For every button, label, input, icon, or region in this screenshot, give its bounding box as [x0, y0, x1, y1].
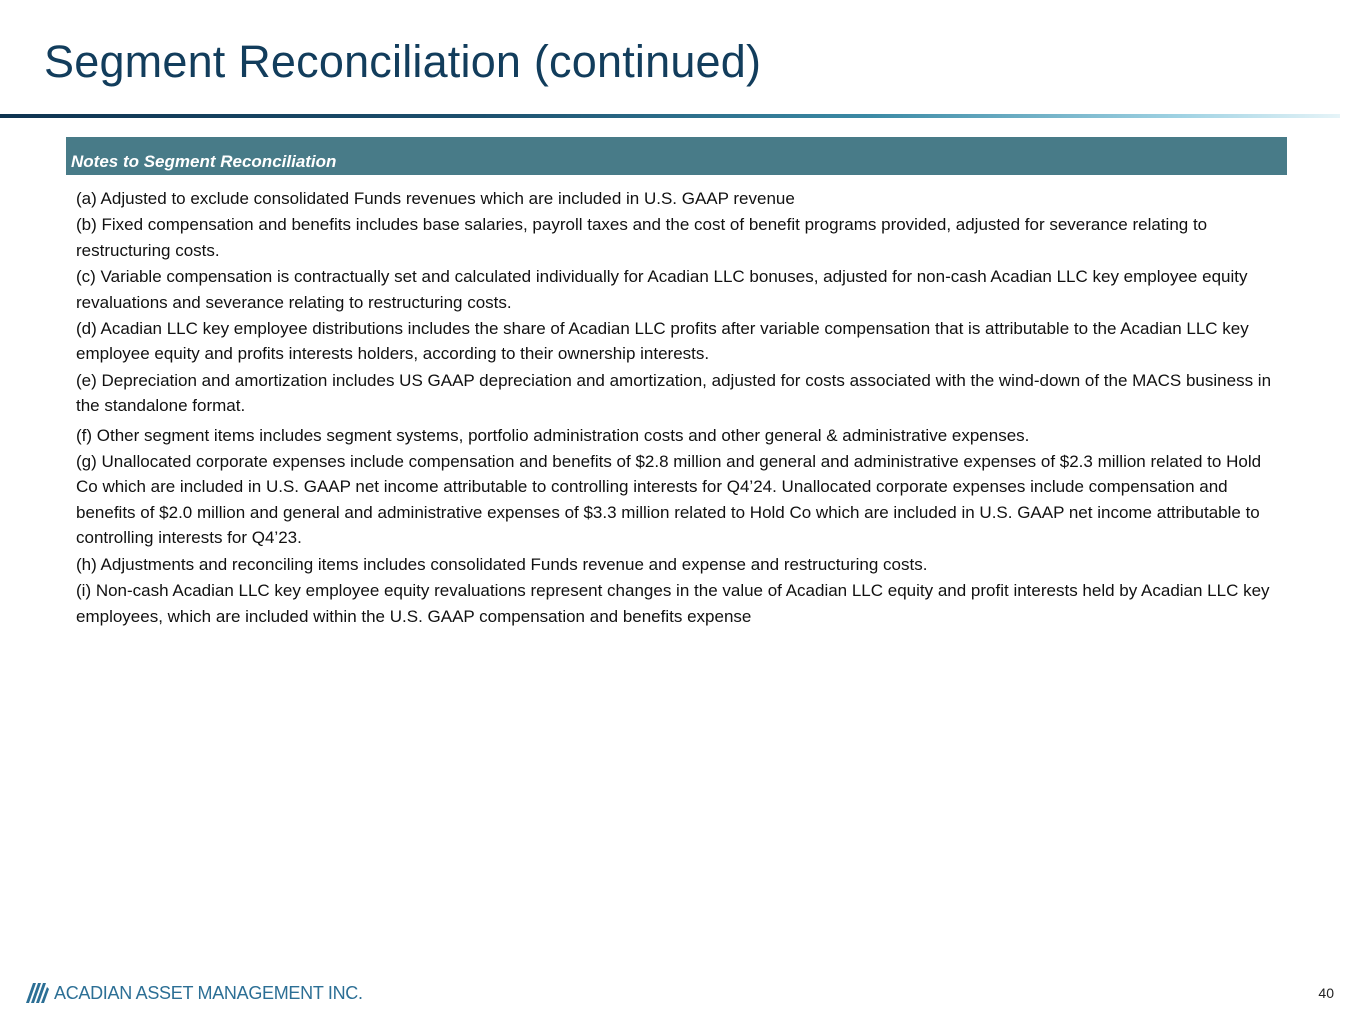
company-logo	[26, 982, 363, 1004]
note-a: (a) Adjusted to exclude consolidated Funds revenues which are included in U.S. GAAP revenue	[76, 189, 795, 208]
note-e: (e) Depreciation and amortization includes US GAAP depreciation and amortization, adjusted for costs associated with the wind-down of the MACS business in the standalone format.	[76, 370, 1272, 416]
note-d: (d) Acadian LLC key employee distributions includes the share of Acadian LLC profits after variable compensation that is attributable to the Acadian LLC key employee equity and profits interests holders, according to their ownership interests.	[76, 319, 1249, 364]
note-g: (g) Unallocated corporate expenses include compensation and benefits of $2.8 million and general and administrative expenses of $2.3 million related to Hold Co which are included in U.S. GAAP net income attributable to controlling interests for Q4’24. Unallocated corporate expenses include compensation and benefits of $2.0 million and general and administrative expenses of $3.3 million related to Hold Co which are included in U.S. GAAP net income attributable to controlling interests for Q4’23.	[76, 452, 1262, 548]
company-name: ACADIAN ASSET MANAGEMENT INC.	[54, 983, 363, 1003]
note-f: (f) Other segment items includes segment systems, portfolio administration costs and other general & administrative expenses.	[76, 425, 1030, 445]
notes-list	[76, 186, 1281, 630]
page-title: Segment Reconciliation (continued)	[44, 36, 762, 87]
note-h: (h) Adjustments and reconciling items includes consolidated Funds revenue and expense and restructuring costs.	[76, 554, 928, 574]
note-b: (b) Fixed compensation and benefits includes base salaries, payroll taxes and the cost of benefit programs provided, adjusted for severance relating to restructuring costs.	[76, 215, 1208, 260]
note-i: (i) Non-cash Acadian LLC key employee equity revaluations represent changes in the value of Acadian LLC equity and profit interests held by Acadian LLC key employees, which are included within the U.S. GAAP compensation and benefits expense	[76, 581, 1270, 626]
page-number: 40	[1318, 985, 1334, 1001]
acadian-stripes-logo-icon	[26, 983, 50, 1003]
note-c: (c) Variable compensation is contractually set and calculated individually for Acadian LLC bonuses, adjusted for non-cash Acadian LLC key employee equity revaluations and severance relating to restructuring costs.	[76, 267, 1248, 312]
notes-header-bar	[66, 137, 1287, 175]
title-divider	[0, 114, 1340, 118]
notes-header-label: Notes to Segment Reconciliation	[71, 152, 337, 171]
